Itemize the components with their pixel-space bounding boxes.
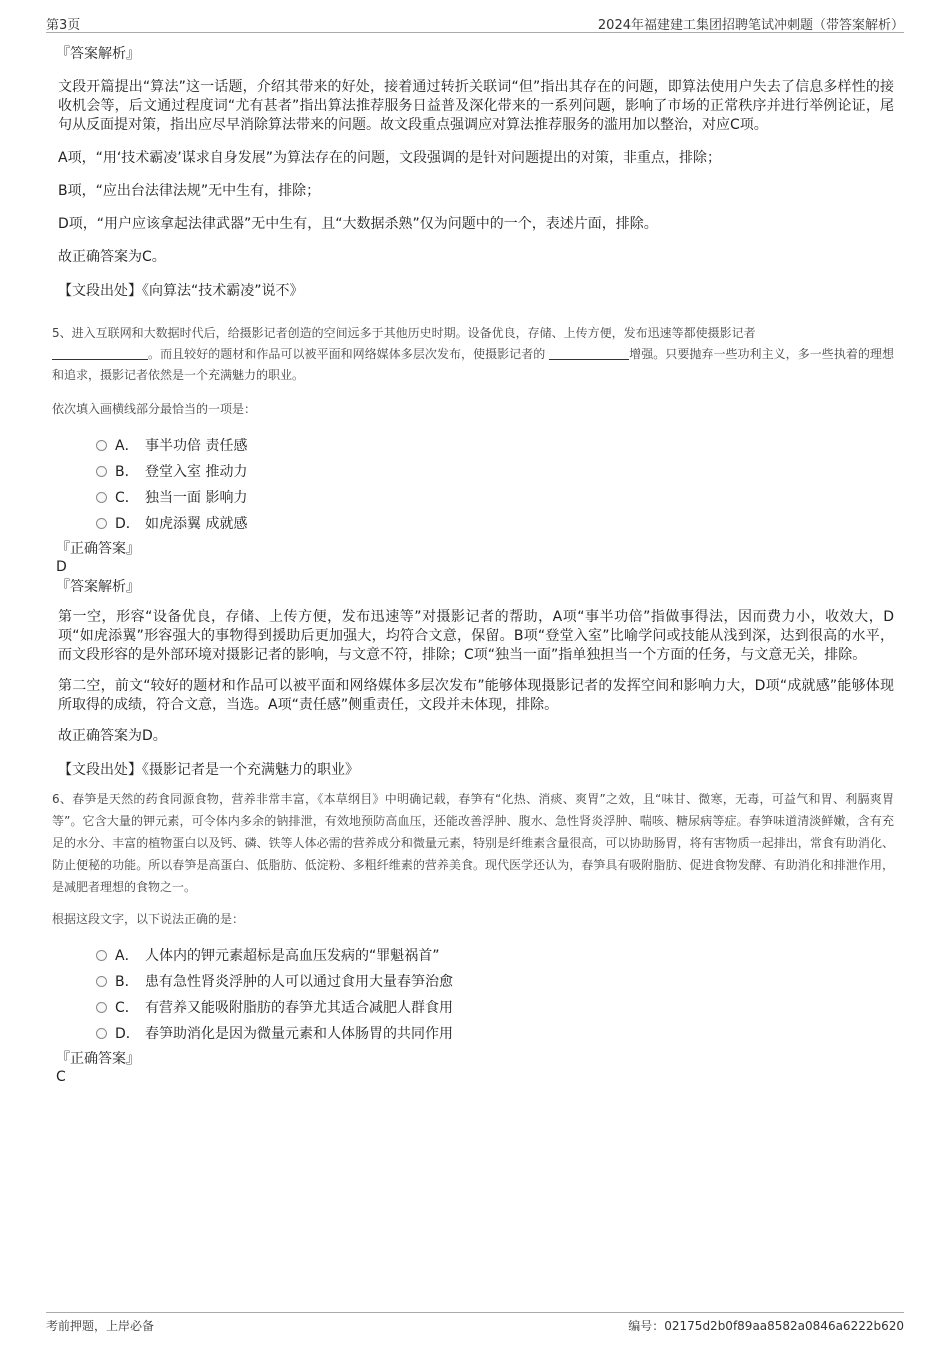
option-letter: C． bbox=[115, 490, 139, 506]
explanation-paragraph: A项，“用‘技术霸凌’谋求自身发展”为算法存在的问题，文段强调的是针对问题提出的对策，非重点，排除； bbox=[58, 150, 721, 166]
explanation-paragraph: 文段开篇提出“算法”这一话题，介绍其带来的好处，接着通过转折关联词“但”指出其存在的问题，即算法使用户失去了信息多样性的接收机会等，后文通过程度词“尤有甚者”指出算法推荐服务日益普及深化带来的一系列问题，影响了市场的正常秩序并进行举例论证，尾句从反面提对策，指出应尽早消除算法带来的问题。故文段重点强调应对算法推荐服务的滥用加以整治，对应C项。 bbox=[58, 79, 894, 133]
page-header bbox=[46, 14, 904, 33]
passage-source: 【文段出处】《摄影记者是一个充满魅力的职业》 bbox=[58, 762, 359, 778]
fill-blank bbox=[52, 346, 148, 360]
option-text: 事半功倍 责任感 bbox=[145, 438, 248, 454]
option-c[interactable] bbox=[96, 484, 894, 510]
option-b[interactable] bbox=[96, 458, 894, 484]
option-d[interactable] bbox=[96, 1020, 894, 1046]
option-list bbox=[96, 432, 894, 536]
option-letter: A． bbox=[115, 438, 139, 454]
option-text: 春笋助消化是因为微量元素和人体肠胃的共同作用 bbox=[145, 1026, 453, 1042]
option-c[interactable] bbox=[96, 994, 894, 1020]
option-letter: D． bbox=[115, 516, 140, 532]
option-letter: D． bbox=[115, 1026, 140, 1042]
radio-icon[interactable] bbox=[96, 466, 107, 477]
question-text: 5、进入互联网和大数据时代后，给摄影记者创造的空间远多于其他历史时期。设备优良，存储、上传方便，发布迅速等都使摄影记者 bbox=[52, 326, 756, 340]
question-5 bbox=[52, 323, 894, 386]
option-text: 患有急性肾炎浮肿的人可以通过食用大量春笋治愈 bbox=[145, 974, 453, 990]
question-prompt: 依次填入画横线部分最恰当的一项是： bbox=[52, 402, 257, 416]
radio-icon[interactable] bbox=[96, 976, 107, 987]
fill-blank bbox=[549, 346, 629, 360]
option-letter: B． bbox=[115, 974, 139, 990]
explanation-paragraph: 第一空，形容“设备优良，存储、上传方便，发布迅速等”对摄影记者的帮助，A项“事半功倍”指做事得法，因而费力小，收效大，D项“如虎添翼”形容强大的事物得到援助后更加强大，均符合文意，保留。B项“登堂入室”比喻学问或技能从浅到深，达到很高的水平，而文段形容的是外部环境对摄影记者的影响，与文意不符，排除；C项“独当一面”指单独担当一个方面的任务，与文意无关，排除。 bbox=[58, 609, 894, 663]
question-text: 。而且较好的题材和作品可以被平面和网络媒体多层次发布，使摄影记者的 bbox=[148, 347, 546, 361]
option-text: 人体内的钾元素超标是高血压发病的“罪魁祸首” bbox=[145, 948, 440, 964]
radio-icon[interactable] bbox=[96, 1028, 107, 1039]
document-title: 2024年福建建工集团招聘笔试冲刺题（带答案解析） bbox=[597, 18, 904, 33]
option-a[interactable] bbox=[96, 942, 894, 968]
option-letter: B． bbox=[115, 464, 139, 480]
option-a[interactable] bbox=[96, 432, 894, 458]
explanation-paragraph: 故正确答案为C。 bbox=[58, 249, 166, 265]
correct-answer: D bbox=[56, 559, 67, 575]
document-id: 编号：02175d2b0f89aa8582a0846a6222b620 bbox=[628, 1319, 904, 1333]
option-list bbox=[96, 942, 894, 1046]
option-text: 如虎添翼 成就感 bbox=[145, 516, 248, 532]
option-text: 有营养又能吸附脂肪的春笋尤其适合减肥人群食用 bbox=[145, 1000, 453, 1016]
explanation-label: 『答案解析』 bbox=[56, 579, 140, 595]
answer-label: 『正确答案』 bbox=[56, 1051, 140, 1067]
explanation-paragraph: B项，“应出台法律法规”无中生有，排除； bbox=[58, 183, 321, 199]
correct-answer: C bbox=[56, 1069, 66, 1085]
option-letter: A． bbox=[115, 948, 139, 964]
explanation-paragraph: D项，“用户应该拿起法律武器”无中生有，且“大数据杀熟”仅为问题中的一个，表述片面，排除。 bbox=[58, 216, 658, 232]
option-text: 独当一面 影响力 bbox=[145, 490, 248, 506]
page-footer bbox=[46, 1312, 904, 1337]
page-number: 第3页 bbox=[46, 18, 81, 33]
radio-icon[interactable] bbox=[96, 518, 107, 529]
radio-icon[interactable] bbox=[96, 492, 107, 503]
option-d[interactable] bbox=[96, 510, 894, 536]
radio-icon[interactable] bbox=[96, 440, 107, 451]
answer-label: 『正确答案』 bbox=[56, 541, 140, 557]
question-prompt: 根据这段文字，以下说法正确的是： bbox=[52, 912, 245, 926]
option-text: 登堂入室 推动力 bbox=[145, 464, 248, 480]
question-text: 增强。只要抛弃一些功利主义，多一些执着的理想和追求，摄影记者依然是一个充满魅力的职业。 bbox=[52, 347, 894, 382]
option-b[interactable] bbox=[96, 968, 894, 994]
passage-source: 【文段出处】《向算法“技术霸凌”说不》 bbox=[58, 283, 304, 299]
explanation-paragraph: 第二空，前文“较好的题材和作品可以被平面和网络媒体多层次发布”能够体现摄影记者的发挥空间和影响力大，D项“成就感”能够体现所取得的成绩，符合文意，当选。A项“责任感”侧重责任，文段并未体现，排除。 bbox=[58, 678, 894, 713]
question-6: 6、春笋是天然的药食同源食物，营养非常丰富，《本草纲目》中明确记载，春笋有“化热、消痰、爽胃”之效，且“味甘、微寒，无毒，可益气和胃、利膈爽胃等”。它含大量的钾元素，可令体内多余的钠排泄，有效地预防高血压，还能改善浮肿、腹水、急性肾炎浮肿、喘咳、糖尿病等症。春笋味道清淡鲜嫩，含有充足的水分、丰富的植物蛋白以及钙、磷、铁等人体必需的营养成分和微量元素，特别是纤维素含量很高，可以协助肠胃，将有害物质一起排出，常食有助消化、防止便秘的功能。所以春笋是高蛋白、低脂肪、低淀粉、多粗纤维素的营养美食。现代医学还认为，春笋具有吸附脂肪、促进食物发酵、有助消化和排泄作用，是减肥者理想的食物之一。 bbox=[52, 792, 894, 894]
radio-icon[interactable] bbox=[96, 950, 107, 961]
explanation-label: 『答案解析』 bbox=[56, 46, 140, 62]
footer-slogan: 考前押题，上岸必备 bbox=[46, 1319, 155, 1333]
option-letter: C． bbox=[115, 1000, 139, 1016]
explanation-paragraph: 故正确答案为D。 bbox=[58, 728, 167, 744]
page-content bbox=[52, 44, 894, 1086]
radio-icon[interactable] bbox=[96, 1002, 107, 1013]
